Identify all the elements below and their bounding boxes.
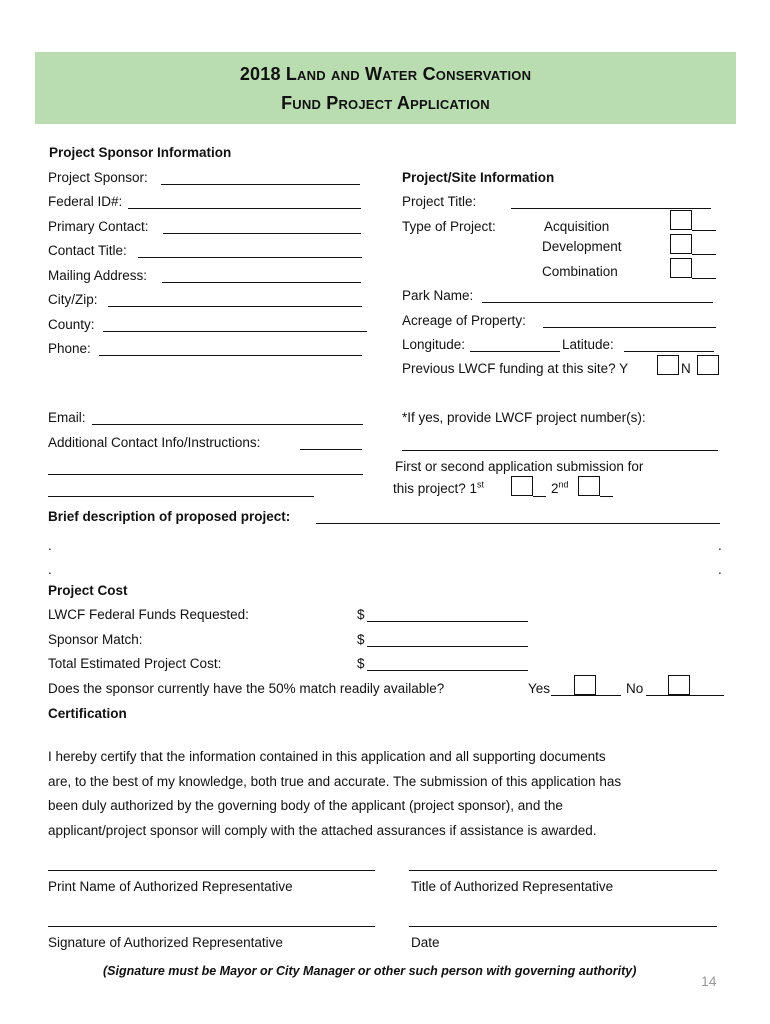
certification-line: I hereby certify that the information contained in this application and all supporting documents [48, 749, 606, 764]
match-question: Does the sponsor currently have the 50% match readily available? [48, 681, 445, 696]
project-title-field[interactable] [511, 208, 711, 209]
second-superscript: nd [558, 479, 569, 490]
previous-funding-no-label: N [681, 361, 691, 376]
certification-heading: Certification [48, 706, 127, 721]
acquisition-line [692, 230, 716, 231]
total-cost-currency: $ [357, 656, 365, 671]
document-title-line2: Fund Project Application [281, 93, 490, 113]
date-field[interactable] [409, 926, 717, 927]
second-submission-line [600, 496, 613, 497]
project-cost-heading: Project Cost [48, 583, 128, 598]
longitude-field[interactable] [470, 351, 560, 352]
combination-checkbox[interactable] [670, 258, 692, 278]
total-cost-field[interactable] [367, 670, 528, 671]
development-line [692, 254, 716, 255]
federal-funds-field[interactable] [367, 621, 528, 622]
additional-contact-line-2[interactable] [48, 474, 363, 475]
signature-note: (Signature must be Mayor or City Manager or other such person with governing authority) [103, 964, 637, 978]
city-zip-field[interactable] [108, 306, 362, 307]
submission-question-line2 [393, 481, 484, 497]
project-title-label: Project Title: [402, 194, 477, 209]
match-no-checkbox[interactable] [668, 675, 690, 695]
site-section-heading: Project/Site Information [402, 170, 555, 185]
certification-line: applicant/project sponsor will comply with the attached assurances if assistance is awarded. [48, 822, 597, 838]
match-yes-line [551, 695, 621, 696]
acreage-field[interactable] [543, 327, 716, 328]
email-label: Email: [48, 410, 86, 425]
city-zip-label: City/Zip: [48, 292, 98, 307]
print-name-label: Print Name of Authorized Representative [48, 879, 293, 894]
title-banner [35, 52, 736, 124]
description-line-end-dot: . [718, 562, 722, 577]
title-rep-field[interactable] [409, 870, 717, 871]
sponsor-match-field[interactable] [367, 646, 528, 647]
contact-title-field[interactable] [138, 257, 362, 258]
document-title-line1: 2018 Land and Water Conservation [239, 64, 532, 84]
federal-id-label: Federal ID#: [48, 194, 123, 209]
federal-funds-currency: $ [357, 607, 365, 622]
county-label: County: [48, 317, 95, 332]
acreage-label: Acreage of Property: [402, 313, 526, 328]
additional-contact-field[interactable] [300, 449, 362, 450]
contact-title-label: Contact Title: [48, 243, 127, 258]
latitude-label: Latitude: [562, 337, 614, 352]
type-acquisition-label: Acquisition [544, 219, 610, 234]
sponsor-match-label: Sponsor Match: [48, 632, 143, 647]
match-yes-label: Yes [528, 681, 551, 696]
description-line-start-dot: . [48, 562, 52, 577]
page-number: 14 [701, 973, 717, 989]
development-checkbox[interactable] [670, 234, 692, 254]
phone-field[interactable] [99, 355, 362, 356]
mailing-address-field[interactable] [162, 282, 361, 283]
mailing-address-label: Mailing Address: [48, 268, 148, 283]
certification-line: been duly authorized by the governing body of the applicant (project sponsor), and the [48, 798, 563, 813]
first-superscript: st [477, 479, 485, 490]
type-development-label: Development [542, 239, 622, 254]
first-submission-checkbox[interactable] [511, 476, 533, 496]
match-no-line [646, 695, 724, 696]
description-label: Brief description of proposed project: [48, 509, 291, 524]
description-line-start-dot: . [48, 538, 52, 553]
county-field[interactable] [103, 331, 367, 332]
park-name-field[interactable] [482, 302, 713, 303]
description-line-end-dot: . [718, 538, 722, 553]
second-submission-checkbox[interactable] [578, 476, 600, 496]
acquisition-checkbox[interactable] [670, 210, 692, 230]
signature-label: Signature of Authorized Representative [48, 935, 283, 950]
match-yes-checkbox[interactable] [574, 675, 596, 695]
sponsor-field-label: Project Sponsor: [48, 170, 148, 185]
submission-question-text: this project? 1 [393, 481, 478, 496]
signature-field[interactable] [48, 926, 375, 927]
project-type-label: Type of Project: [402, 219, 496, 234]
previous-funding-no-checkbox[interactable] [697, 355, 719, 375]
certification-paragraph [48, 745, 728, 843]
second-label: 2 [551, 481, 559, 496]
email-field[interactable] [92, 424, 363, 425]
second-submission-label [551, 481, 569, 497]
latitude-field[interactable] [624, 351, 714, 352]
federal-id-field[interactable] [128, 208, 361, 209]
first-submission-line [533, 496, 546, 497]
previous-funding-label: Previous LWCF funding at this site? Y [402, 361, 629, 376]
combination-line [692, 278, 716, 279]
additional-contact-line-3[interactable] [48, 496, 314, 497]
total-cost-label: Total Estimated Project Cost: [48, 656, 222, 671]
longitude-label: Longitude: [402, 337, 466, 352]
date-label: Date [411, 935, 440, 950]
print-name-field[interactable] [48, 870, 375, 871]
description-field[interactable] [316, 523, 720, 524]
additional-contact-label: Additional Contact Info/Instructions: [48, 435, 261, 450]
previous-funding-yes-checkbox[interactable] [657, 355, 679, 375]
certification-line: are, to the best of my knowledge, both true and accurate. The submission of this application has [48, 773, 622, 789]
federal-funds-label: LWCF Federal Funds Requested: [48, 607, 249, 622]
type-combination-label: Combination [542, 264, 618, 279]
sponsor-match-currency: $ [357, 632, 365, 647]
lwcf-number-label: *If yes, provide LWCF project number(s): [402, 410, 646, 425]
primary-contact-label: Primary Contact: [48, 219, 149, 234]
primary-contact-field[interactable] [163, 233, 361, 234]
park-name-label: Park Name: [402, 288, 474, 303]
submission-question-line1: First or second application submission for [395, 459, 644, 474]
project-sponsor-field[interactable] [161, 184, 360, 185]
lwcf-number-field[interactable] [402, 450, 718, 451]
phone-label: Phone: [48, 341, 91, 356]
title-rep-label: Title of Authorized Representative [411, 879, 614, 894]
sponsor-section-heading: Project Sponsor Information [49, 145, 232, 160]
match-no-label: No [626, 681, 644, 696]
